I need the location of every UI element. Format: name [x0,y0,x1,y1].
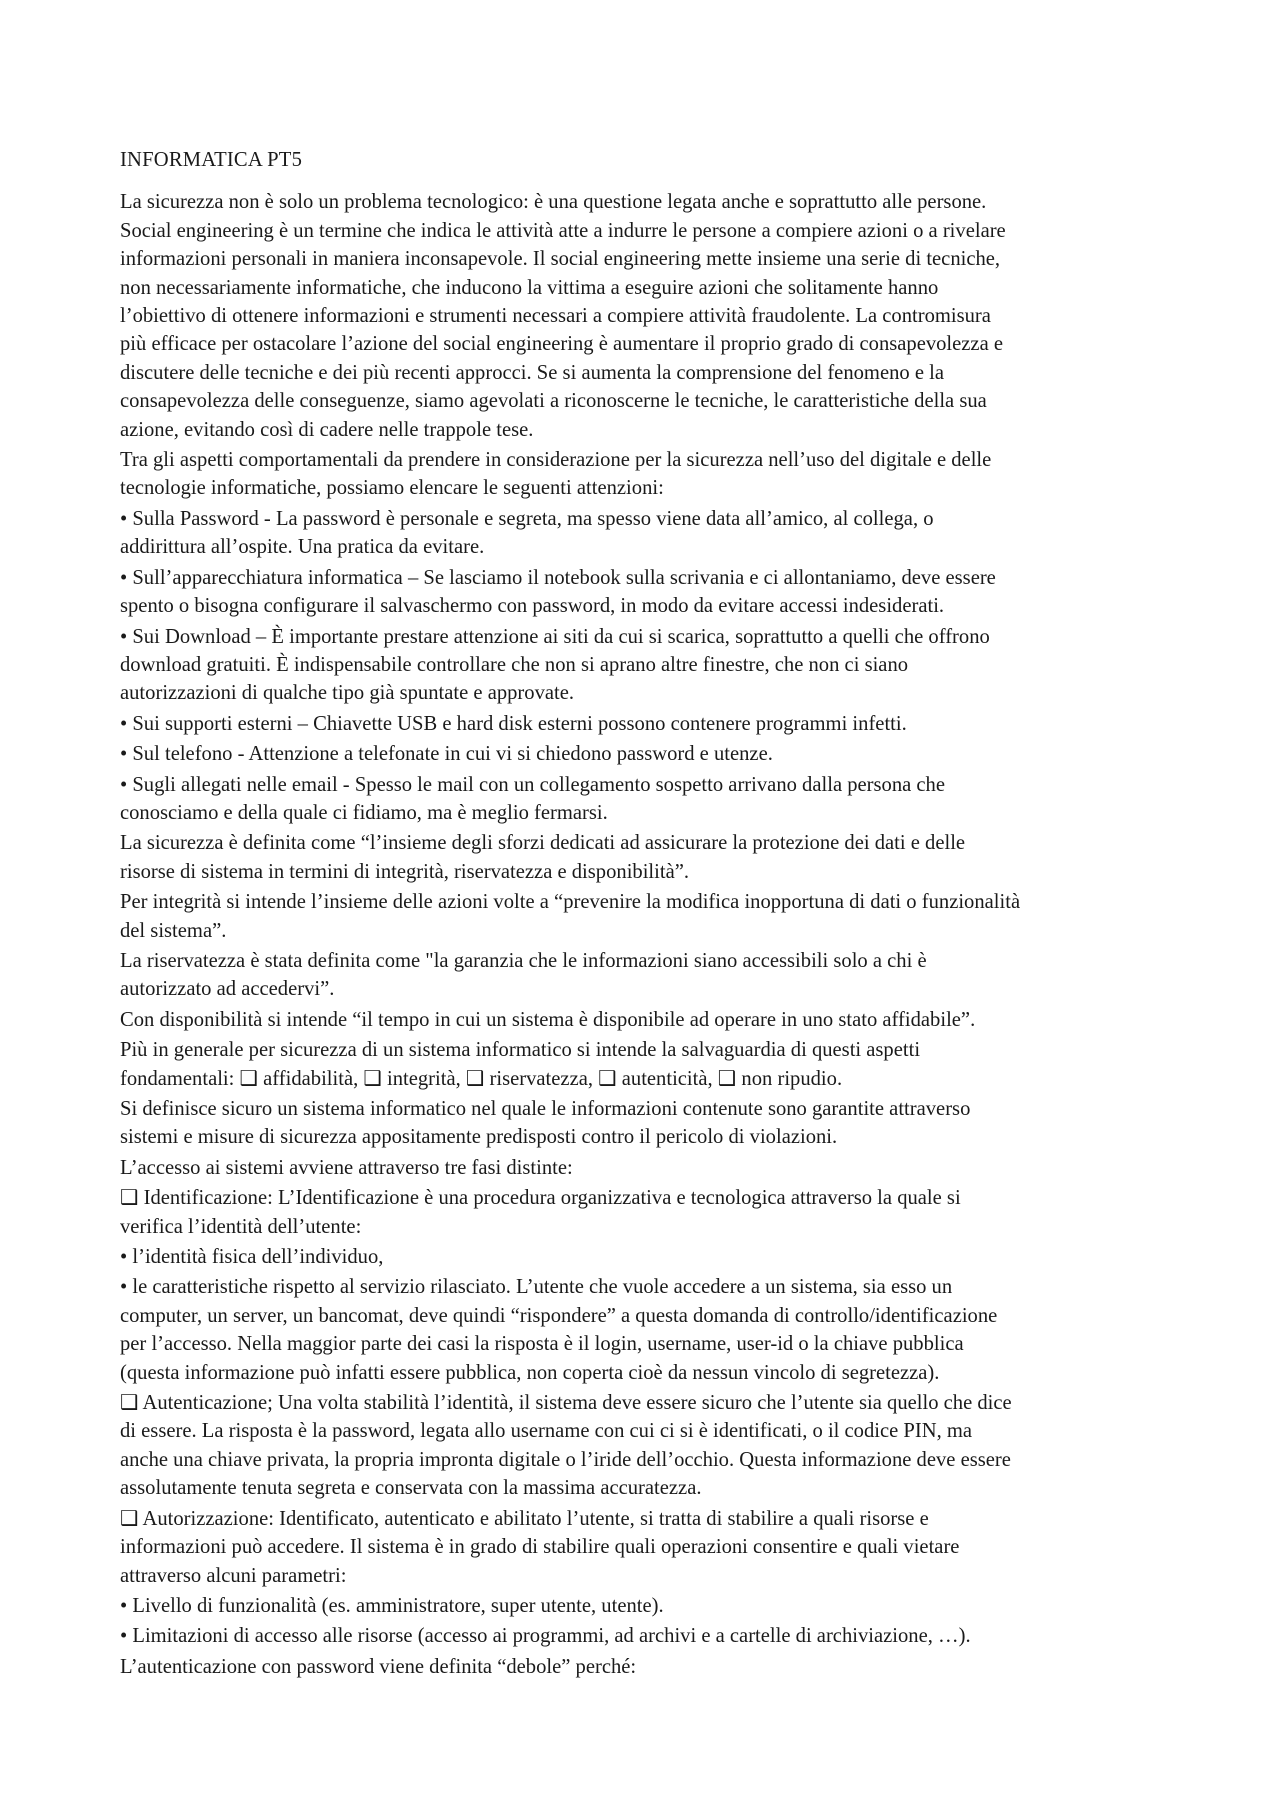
bullet-physical-identity: • l’identità fisica dell’individuo, [120,1246,384,1269]
paragraph-confidentiality: La riservatezza è stata definita come "la garanzia che le informazioni siano accessibili solo a chi è autorizzato ad accedervi”. [120,949,927,1001]
paragraph-weak-password: L’autenticazione con password viene definita “debole” perché: [120,1655,637,1678]
paragraph-integrity: Per integrità si intende l’insieme delle azioni volte a “prevenire la modifica inopportuna di dati o funzionalità del sistema”. [120,891,1021,942]
paragraph-behavioral-aspects: Tra gli aspetti comportamentali da prendere in considerazione per la sicurezza nell’uso del digitale e delle tecnologie informatiche, possiamo elencare le seguenti attenzioni: [120,449,992,500]
paragraph-availability: Con disponibilità si intende “il tempo in cui un sistema è disponibile ad operare in uno stato affidabile”. [120,1008,976,1031]
bullet-functionality-level: • Livello di funzionalità (es. amministratore, super utente, utente). [120,1594,664,1617]
document-title: INFORMATICA PT5 [120,149,303,171]
bullet-equipment: • Sull’apparecchiatura informatica – Se lasciamo il notebook sulla scrivania e ci allontaniamo, deve essere spento o bisogna configurare il salvaschermo con password, in modo da evitare accessi indesiderati. [120,566,996,618]
document-page [120,146,1180,1683]
paragraph-social-engineering: La sicurezza non è solo un problema tecnologico: è una questione legata anche e soprattutto alle persone. Social engineering è un termine che indica le attività atte a indurre le persone a compiere azioni o a rivelare informazioni personali in maniera inconsapevole. Il social engineering mette insieme una serie di tecniche, non necessariamente informatiche, che inducono la vittima a eseguire azioni che solitamente hanno l’obiettivo di ottenere informazioni e strumenti necessari a compiere attività fraudolente. La contromisura più efficace per ostacolare l’azione del social engineering è aumentare il proprio grado di consapevolezza e discutere delle tecniche e dei più recenti approcci. Se si aumenta la comprensione del fenomeno e la consapevolezza delle conseguenze, siamo agevolati a riconoscerne le tecniche, le caratteristiche della sua azione, evitando così di cadere nelle trappole tese. [120,191,1006,441]
bullet-email-attachments: • Sugli allegati nelle email - Spesso le mail con un collegamento sospetto arrivano dalla persona che conosciamo e della quale ci fidiamo, ma è meglio fermarsi. [120,773,945,824]
bullet-download: • Sui Download – È importante prestare attenzione ai siti da cui si scarica, soprattutto a quelli che offrono download gratuiti. È indispensabile controllare che non si aprano altre finestre, che non ci siano autorizzazioni di qualche tipo già spuntate e approvate. [120,625,990,705]
paragraph-fundamental-aspects: Più in generale per sicurezza di un sistema informatico si intende la salvaguardia di questi aspetti fondamentali: ❑ affidabilità, ❑ integrità, ❑ riservatezza, ❑ autenticità, ❑ non ripudio. [120,1039,921,1090]
bullet-phone: • Sul telefono - Attenzione a telefonate in cui vi si chiedono password e utenze. [120,743,773,766]
item-identification: ❑ Identificazione: L’Identificazione è una procedura organizzativa e tecnologica attraverso la quale si verifica l’identità dell’utente: [120,1187,961,1238]
item-authorization: ❑ Autorizzazione: Identificato, autenticato e abilitato l’utente, si tratta di stabilire a quali risorse e informazioni può accedere. Il sistema è in grado di stabilire quali operazioni consentire e quali vietare attraverso alcuni parametri: [120,1507,960,1587]
paragraph-access-phases: L’accesso ai sistemi avviene attraverso tre fasi distinte: [120,1156,573,1179]
bullet-external-media: • Sui supporti esterni – Chiavette USB e hard disk esterni possono contenere programmi infetti. [120,712,907,735]
item-authentication: ❑ Autenticazione; Una volta stabilità l’identità, il sistema deve essere sicuro che l’utente sia quello che dice di essere. La risposta è la password, legata allo username con cui ci si è identificati, o il codice PIN, ma anche una chiave privata, la propria impronta digitale o l’iride dell’occhio. Questa informazione deve essere assolutamente tenuta segreta e conservata con la massima accuratezza. [120,1392,1012,1500]
bullet-service-characteristics: • le caratteristiche rispetto al servizio rilasciato. L’utente che vuole accedere a un sistema, sia esso un computer, un server, un bancomat, deve quindi “rispondere” a questa domanda di controllo/identificazione per l’accesso. Nella maggior parte dei casi la risposta è il login, username, user-id o la chiave pubblica (questa informazione può infatti essere pubblica, non coperta cioè da nessun vincolo di segretezza). [120,1276,998,1384]
paragraph-secure-system: Si definisce sicuro un sistema informatico nel quale le informazioni contenute sono garantite attraverso sistemi e misure di sicurezza appositamente predisposti contro il pericolo di violazioni. [120,1098,971,1149]
bullet-password: • Sulla Password - La password è personale e segreta, ma spesso viene data all’amico, al collega, o addirittura all’ospite. Una pratica da evitare. [120,507,934,559]
bullet-access-limitations: • Limitazioni di accesso alle risorse (accesso ai programmi, ad archivi e a cartelle di archiviazione, …). [120,1625,971,1648]
paragraph-security-definition: La sicurezza è definita come “l’insieme degli sforzi dedicati ad assicurare la protezione dei dati e delle risorse di sistema in termini di integrità, riservatezza e disponibilità”. [120,832,966,883]
